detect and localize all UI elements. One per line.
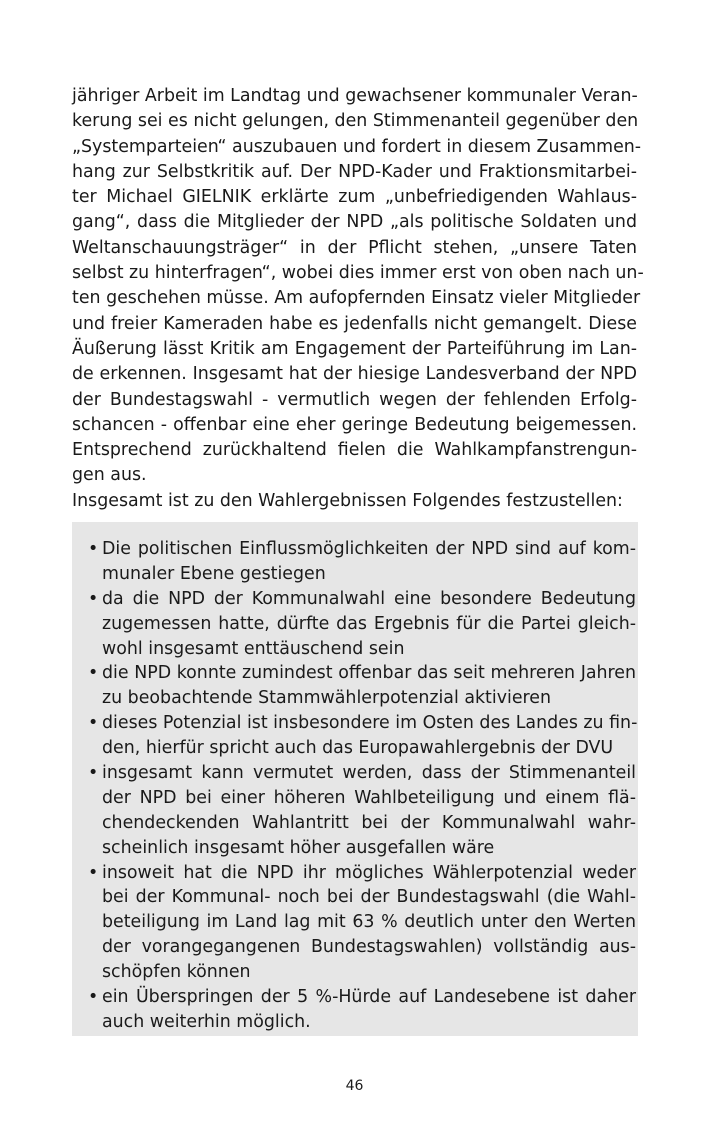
bullet-line: der vorangegangenen Bundestagswahlen) vollständig aus-	[102, 937, 636, 958]
paragraph-line: Entsprechend zurückhaltend fielen die Wahlkampfanstrengun-	[72, 440, 637, 461]
bullet-icon: •	[88, 763, 99, 784]
paragraph-line: kerung sei es nicht gelungen, den Stimmenanteil gegenüber den	[72, 111, 639, 132]
bullet-line: zugemessen hatte, dürfte das Ergebnis für die Partei gleich-	[102, 613, 636, 634]
bullet-line: Die politischen Einflussmöglichkeiten der NPD sind auf kom-	[102, 539, 636, 559]
paragraph-line: der Bundestagswahl - vermutlich wegen der fehlenden Erfolg-	[72, 389, 637, 410]
bullet-line: dieses Potenzial ist insbesondere im Osten des Landes zu fin-	[102, 713, 638, 734]
bullet-line: zu beobachtende Stammwählerpotenzial aktivieren	[102, 688, 552, 709]
bullet-item	[88, 861, 636, 985]
bullet-item	[88, 761, 636, 861]
bullet-icon: •	[88, 663, 99, 684]
bullet-icon: •	[88, 713, 99, 734]
paragraph-line: schancen - offenbar eine eher geringe Bedeutung beigemessen.	[72, 414, 637, 435]
bullet-line: beteiligung im Land lag mit 63 % deutlich unter den Werten	[102, 912, 636, 933]
paragraph-line: gen aus.	[72, 465, 147, 486]
bullet-item	[88, 985, 636, 1035]
paragraph-line: de erkennen. Insgesamt hat der hiesige Landesverband der NPD	[72, 364, 637, 385]
bullet-list	[88, 537, 636, 1035]
paragraph-line: ten geschehen müsse. Am aufopfernden Einsatz vieler Mitglieder	[72, 288, 641, 309]
paragraph-line: jähriger Arbeit im Landtag und gewachsener kommunaler Veran-	[72, 86, 638, 106]
bullet-line: ein Überspringen der 5 %-Hürde auf Landesebene ist daher	[102, 987, 636, 1008]
bullet-icon: •	[88, 588, 99, 609]
bullet-item	[88, 587, 636, 662]
bullet-line: schöpfen können	[102, 962, 251, 983]
paragraph-line: Insgesamt ist zu den Wahlergebnissen Folgendes festzustellen:	[72, 490, 623, 511]
bullet-icon: •	[88, 539, 99, 559]
bullet-line: chendeckenden Wahlantritt bei der Kommunalwahl wahr-	[102, 812, 636, 833]
bullet-line: bei der Kommunal- noch bei der Bundestagswahl (die Wahl-	[102, 887, 636, 908]
body-paragraph	[72, 84, 644, 514]
paragraph-line: ter Michael GIELNIK erklärte zum „unbefriedigenden Wahlaus-	[72, 187, 637, 208]
bullet-item	[88, 661, 636, 711]
bullet-icon: •	[88, 987, 99, 1008]
bullet-line: auch weiterhin möglich.	[102, 1011, 311, 1032]
paragraph-line: „Systemparteien“ auszubauen und fordert in diesem Zusammen-	[72, 136, 642, 157]
bullet-line: insoweit hat die NPD ihr mögliches Wählerpotenzial weder	[102, 862, 636, 883]
paragraph-line: Weltanschauungsträger“ in der Pflicht stehen, „unsere Taten	[72, 237, 637, 258]
bullet-line: der NPD bei einer höheren Wahlbeteiligung und einem flä-	[102, 787, 636, 808]
paragraph-line: gang“, dass die Mitglieder der NPD „als politische Soldaten und	[72, 212, 637, 233]
bullet-line: den, hierfür spricht auch das Europawahlergebnis der DVU	[102, 738, 614, 759]
bullet-icon: •	[88, 862, 99, 883]
page-number: 46	[345, 1078, 364, 1094]
paragraph-line: Äußerung lässt Kritik am Engagement der Parteiführung im Lan-	[72, 338, 637, 359]
paragraph-line: und freier Kameraden habe es jedenfalls nicht gemangelt. Diese	[72, 313, 637, 334]
bullet-line: wohl insgesamt enttäuschend sein	[102, 638, 405, 659]
bullet-line: scheinlich insgesamt höher ausgefallen wäre	[102, 837, 495, 858]
paragraph-line: hang zur Selbstkritik auf. Der NPD-Kader und Fraktionsmitarbei-	[72, 161, 637, 182]
bullet-item	[88, 711, 636, 761]
bullet-item	[88, 537, 636, 587]
bullet-line: munaler Ebene gestiegen	[102, 563, 326, 584]
bullet-line: die NPD konnte zumindest offenbar das seit mehreren Jahren	[102, 663, 636, 684]
bullet-line: insgesamt kann vermutet werden, dass der Stimmenanteil	[102, 763, 636, 784]
paragraph-line: selbst zu hinterfragen“, wobei dies immer erst von oben nach un-	[72, 263, 644, 284]
bullet-line: da die NPD der Kommunalwahl eine besondere Bedeutung	[102, 588, 636, 609]
